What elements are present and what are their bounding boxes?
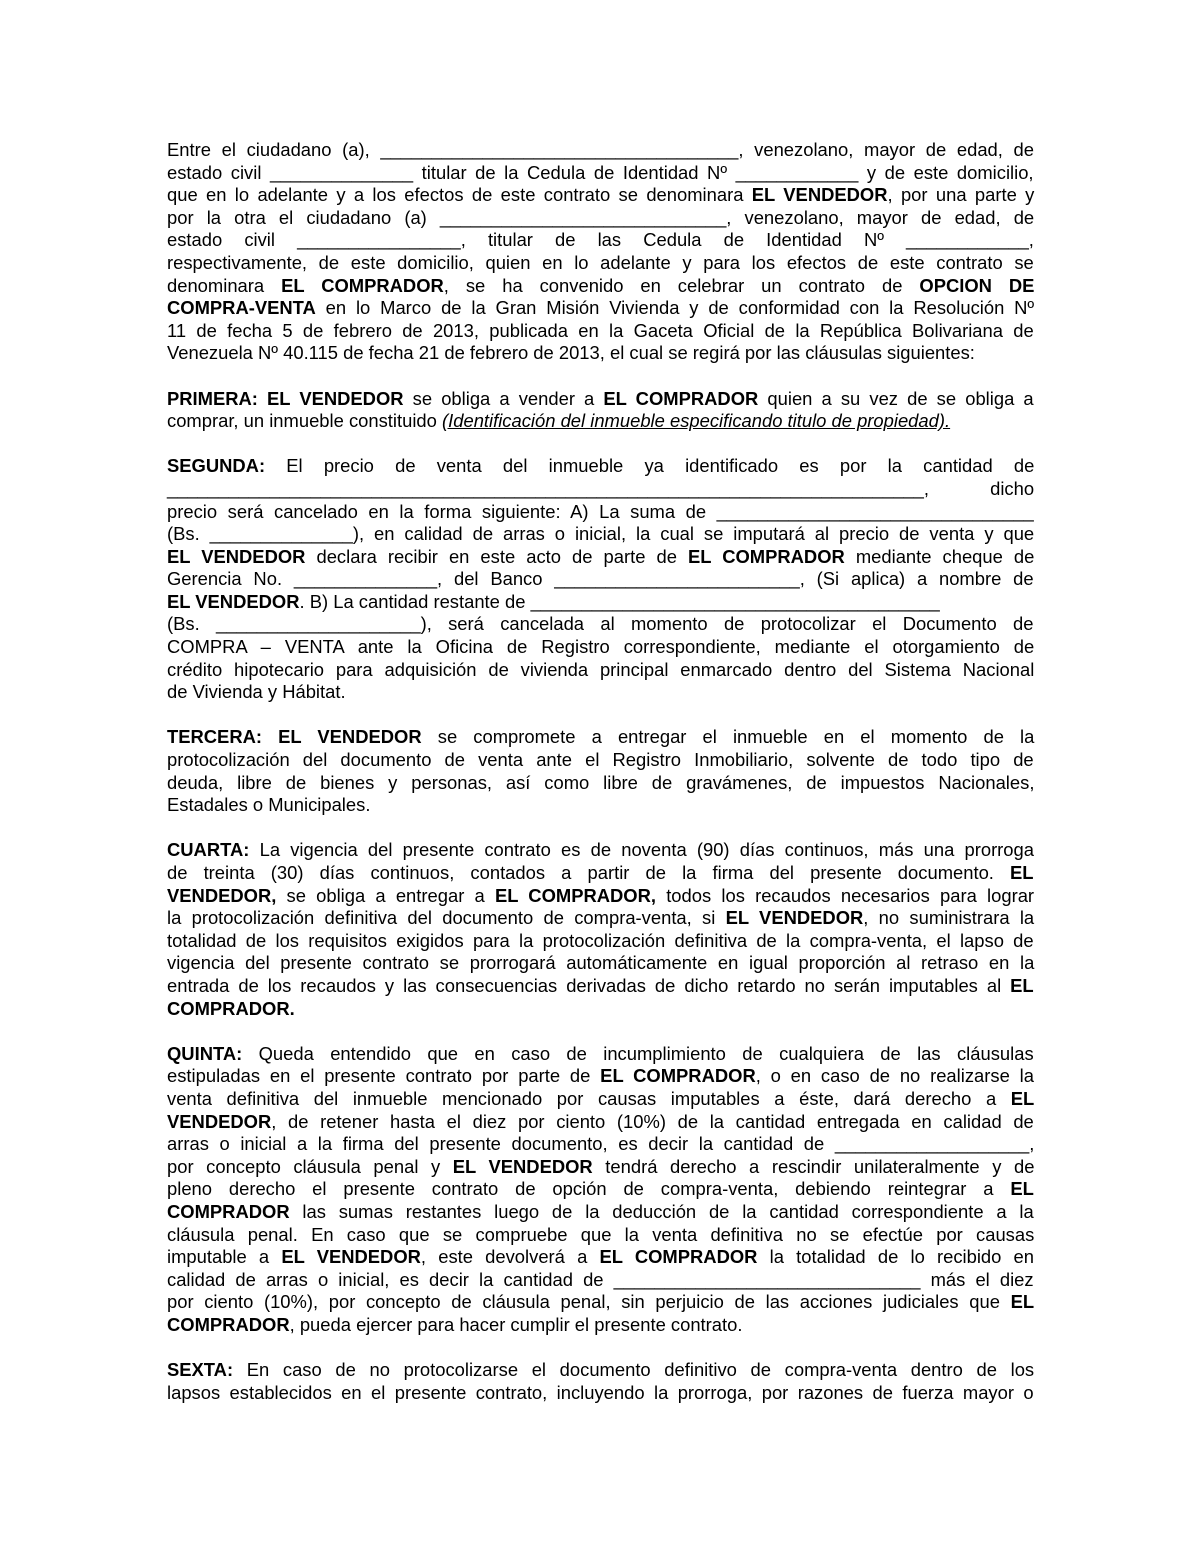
- clause-text: , pueda ejercer para hacer cumplir el presente contrato.: [289, 1313, 743, 1335]
- comprador-term: EL COMPRADOR: [687, 545, 845, 567]
- clause-text: protocolización del documento de venta ante el Registro Inmobiliario, solvente de todo tipo de: [167, 749, 1034, 771]
- text-line: [167, 275, 1034, 298]
- text-line: [167, 772, 1034, 795]
- text-line: [167, 1382, 1034, 1405]
- clause-text: estipuladas en el presente contrato por parte de: [167, 1065, 601, 1087]
- clause-text: crédito hipotecario para adquisición de vivienda principal enmarcado dentro del Sistema Nacional: [167, 658, 1035, 680]
- text-line: [167, 229, 1034, 252]
- clause-text: (Bs. ____________________), será cancelada al momento de protocolizar el Documento de: [167, 613, 1034, 635]
- text-line: [167, 591, 1034, 614]
- text-line: [167, 1314, 1034, 1337]
- clause-text: tendrá derecho a rescindir unilateralmente y de: [592, 1155, 1035, 1177]
- comprador-term: EL COMPRADOR: [600, 1065, 756, 1087]
- text-line: [167, 1133, 1034, 1156]
- text-line: [167, 998, 1034, 1021]
- text-line: [167, 410, 1034, 433]
- text-line: [167, 546, 1034, 569]
- clause-text: las sumas restantes luego de la deducción de la cantidad correspondiente a la: [289, 1200, 1034, 1222]
- clause-text: lapsos establecidos en el presente contrato, incluyendo la prorroga, por razones de fuerza mayor o: [167, 1381, 1034, 1403]
- text-line: [167, 862, 1034, 885]
- clause-cuarta: [167, 839, 1034, 1020]
- clause-text: se obliga a entregar a: [276, 884, 495, 906]
- text-line: [167, 568, 1034, 591]
- vendedor-term: EL VENDEDOR: [452, 1155, 593, 1177]
- comprador-term: EL COMPRADOR,: [494, 884, 657, 906]
- text-line: [167, 726, 1034, 749]
- intro-line-3-end: , por una parte y: [887, 184, 1035, 206]
- comprador-term: EL COMPRADOR: [599, 1246, 758, 1268]
- intro-line-9: 11 de fecha 5 de febrero de 2013, publicada en la Gaceta Oficial de la República Bolivariana de: [167, 319, 1034, 341]
- clause-primera: [167, 388, 1034, 433]
- clause-text: por ciento (10%), por concepto de cláusula penal, sin perjuicio de las acciones judiciales que: [167, 1291, 1011, 1313]
- clause-text: Gerencia No. ______________, del Banco ________________________, (Si aplica) a nombre de: [167, 568, 1034, 590]
- clause-text: cláusula penal. En caso que se compruebe que la venta definitiva no se efectúe por causas: [167, 1223, 1035, 1245]
- text-line: [167, 388, 1034, 411]
- property-identification-placeholder: (Identificación del inmueble especificando titulo de propiedad).: [442, 410, 951, 432]
- clause-heading: SEXTA:: [167, 1359, 234, 1381]
- clause-text: En caso de no protocolizarse el documento definitivo de compra-venta dentro de los: [233, 1359, 1035, 1381]
- text-line: [167, 1088, 1034, 1111]
- text-line: [167, 1246, 1034, 1269]
- clause-text: por concepto cláusula penal y: [167, 1155, 453, 1177]
- text-line: [167, 907, 1034, 930]
- clause-text: (Bs. ______________), en calidad de arras o inicial, la cual se imputará al precio de venta y que: [167, 523, 1035, 545]
- text-line: [167, 252, 1034, 275]
- vendedor-term: EL VENDEDOR: [725, 907, 864, 929]
- clause-text: se obliga a vender a: [403, 387, 604, 409]
- clause-heading: CUARTA:: [167, 839, 250, 861]
- text-line: [167, 885, 1034, 908]
- text-line: [167, 952, 1034, 975]
- compra-venta-term: COMPRA-VENTA: [167, 297, 316, 319]
- text-line: [167, 207, 1034, 230]
- text-line: [167, 1043, 1034, 1066]
- text-line: [167, 455, 1034, 478]
- clause-text: venta definitiva del inmueble mencionado por causas imputables a éste, dará derecho a: [167, 1087, 1011, 1109]
- intro-line-4: por la otra el ciudadano (a) ____________________________, venezolano, mayor de edad, de: [167, 206, 1035, 228]
- clause-heading: PRIMERA: EL VENDEDOR: [167, 387, 404, 409]
- clause-text: precio será cancelado en la forma siguiente: A) La suma de _______________________________: [167, 500, 1034, 522]
- el-term: EL: [1010, 974, 1034, 996]
- intro-line-2: estado civil ______________ titular de la Cedula de Identidad Nº ____________ y de este domicilio,: [167, 161, 1034, 183]
- comprador-term: COMPRADOR: [167, 1313, 290, 1335]
- clause-segunda: [167, 455, 1034, 704]
- clause-text: vigencia del presente contrato se prorrogará automáticamente en igual proporción al retraso en la: [167, 952, 1035, 974]
- clause-heading: SEGUNDA:: [167, 455, 266, 477]
- text-line: [167, 1156, 1034, 1179]
- text-line: [167, 930, 1034, 953]
- opcion-de-term: OPCION DE: [919, 274, 1035, 296]
- clause-text: pleno derecho el presente contrato de opción de compra-venta, debiendo reintegrar a: [167, 1178, 1011, 1200]
- clause-text: mediante cheque de: [844, 545, 1035, 567]
- text-line: [167, 1291, 1034, 1314]
- clause-text: , no suministrara la: [863, 907, 1035, 929]
- comprador-term: EL COMPRADOR: [603, 387, 759, 409]
- clause-heading: TERCERA: EL VENDEDOR: [167, 726, 422, 748]
- text-line: [167, 1269, 1034, 1292]
- clause-text: declara recibir en este acto de parte de: [305, 545, 688, 567]
- intro-line-1: Entre el ciudadano (a), ___________________________________, venezolano, mayor de edad, de: [167, 139, 1035, 160]
- intro-line-6: respectivamente, de este domicilio, quien en lo adelante y para los efectos de este contrato se: [167, 251, 1034, 273]
- clause-text: de Vivienda y Hábitat.: [167, 681, 346, 703]
- text-line: [167, 659, 1034, 682]
- text-line: [167, 794, 1034, 817]
- text-line: [167, 184, 1034, 207]
- text-line: [167, 975, 1034, 998]
- clause-text: deuda, libre de bienes y personas, así como libre de gravámenes, de impuestos Nacionales,: [167, 771, 1035, 793]
- text-line: [167, 139, 1034, 162]
- clause-text: totalidad de los requisitos exigidos para la protocolización definitiva de la compra-venta, el lapso de: [167, 929, 1034, 951]
- text-line: [167, 613, 1034, 636]
- vendedor-term: VENDEDOR,: [167, 884, 277, 906]
- intro-line-10: Venezuela Nº 40.115 de fecha 21 de febrero de 2013, el cual se regirá por las cláusulas siguientes:: [167, 342, 975, 364]
- comprador-term: EL COMPRADOR: [281, 274, 444, 296]
- clause-text: entrada de los recaudos y las consecuencias derivadas de dicho retardo no serán imputables al: [167, 974, 1011, 996]
- text-line: [167, 1111, 1034, 1134]
- clause-text: se compromete a entregar el inmueble en el momento de la: [421, 726, 1035, 748]
- el-term: EL: [1010, 1087, 1035, 1109]
- text-line: [167, 320, 1034, 343]
- clause-text: COMPRA – VENTA ante la Oficina de Registro correspondiente, mediante el otorgamiento de: [167, 636, 1035, 658]
- clause-text: Queda entendido que en caso de incumplimiento de cualquiera de las cláusulas: [242, 1042, 1034, 1064]
- text-line: [167, 478, 1034, 501]
- text-line: [167, 523, 1034, 546]
- text-line: [167, 1065, 1034, 1088]
- clause-text: , o en caso de no realizarse la: [755, 1065, 1034, 1087]
- comprador-term: COMPRADOR: [167, 1200, 290, 1222]
- text-line: [167, 162, 1034, 185]
- text-line: [167, 1224, 1034, 1247]
- clause-text: __________________________________________________________________________, dicho: [167, 477, 1035, 499]
- clause-text: , este devolverá a: [420, 1246, 600, 1268]
- text-line: [167, 839, 1034, 862]
- text-line: [167, 1201, 1034, 1224]
- clause-text: arras o inicial a la firma del presente documento, es decir la cantidad de ___________________,: [167, 1133, 1035, 1155]
- clause-text: , de retener hasta el diez por ciento (10%) de la cantidad entregada en calidad de: [271, 1110, 1034, 1132]
- clause-heading: QUINTA:: [167, 1042, 243, 1064]
- contract-page: [167, 139, 1034, 1427]
- vendedor-term: EL VENDEDOR: [167, 590, 300, 612]
- vendedor-term: EL VENDEDOR: [281, 1246, 421, 1268]
- el-term: EL: [1010, 1291, 1035, 1313]
- intro-line-7: denominara: [167, 274, 282, 296]
- intro-line-3: que en lo adelante y a los efectos de este contrato se denominara: [167, 184, 752, 206]
- clause-quinta: [167, 1043, 1034, 1337]
- text-line: [167, 342, 1034, 365]
- clause-tercera: [167, 726, 1034, 816]
- clause-text: La vigencia del presente contrato es de noventa (90) días continuos, más una prorroga: [249, 839, 1034, 861]
- text-line: [167, 297, 1034, 320]
- text-line: [167, 1359, 1034, 1382]
- intro-line-7-mid: , se ha convenido en celebrar un contrato de: [443, 274, 920, 296]
- vendedor-term: VENDEDOR: [167, 1110, 272, 1132]
- clause-text: El precio de venta del inmueble ya identificado es por la cantidad de: [265, 455, 1035, 477]
- comprador-term: COMPRADOR.: [167, 997, 295, 1019]
- clause-text: la totalidad de lo recibido en: [757, 1246, 1035, 1268]
- text-line: [167, 501, 1034, 524]
- clause-text: quien a su vez de se obliga a: [758, 387, 1034, 409]
- intro-line-8: en lo Marco de la Gran Misión Vivienda y de conformidad con la Resolución Nº: [315, 297, 1035, 319]
- intro-line-5: estado civil ________________, titular de las Cedula de Identidad Nº ____________,: [167, 229, 1034, 251]
- clause-text: la protocolización definitiva del documento de compra-venta, si: [167, 907, 726, 929]
- clause-text: todos los recaudos necesarios para lograr: [656, 884, 1035, 906]
- el-term: EL: [1010, 862, 1034, 883]
- text-line: [167, 636, 1034, 659]
- vendedor-term: EL VENDEDOR: [167, 545, 306, 567]
- clause-text: comprar, un inmueble constituido: [167, 410, 442, 432]
- clause-text: . B) La cantidad restante de ________________________________________: [299, 590, 940, 612]
- clause-sexta: [167, 1359, 1034, 1404]
- el-term: EL: [1010, 1178, 1034, 1200]
- text-line: [167, 1178, 1034, 1201]
- clause-text: imputable a: [167, 1246, 282, 1268]
- clause-text: de treinta (30) días continuos, contados a partir de la firma del presente documento.: [167, 862, 1011, 883]
- text-line: [167, 681, 1034, 704]
- clause-text: calidad de arras o inicial, es decir la cantidad de ______________________________ más el diez: [167, 1268, 1034, 1290]
- vendedor-term: EL VENDEDOR: [751, 184, 888, 206]
- intro-paragraph: [167, 139, 1034, 365]
- clause-text: Estadales o Municipales.: [167, 794, 371, 816]
- text-line: [167, 749, 1034, 772]
